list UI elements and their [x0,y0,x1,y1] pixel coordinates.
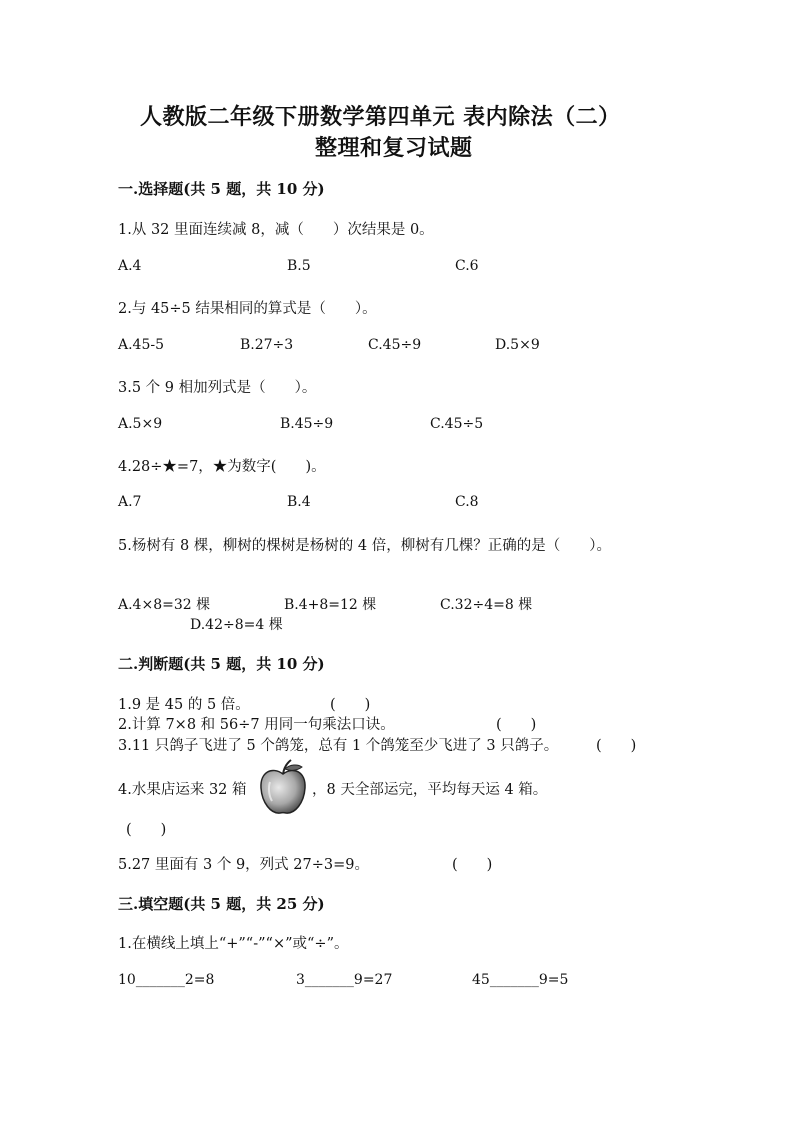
option: B.5 [287,258,311,274]
answer-paren: ( ) [596,738,637,754]
option: A.45-5 [118,337,165,353]
question-text: 3.11 只鸽子飞进了 5 个鸽笼，总有 1 个鸽笼至少飞进了 3 只鸽子。 [118,738,559,754]
question-text: 2.与 45÷5 结果相同的算式是（ ）。 [118,301,377,317]
answer-paren: ( ) [126,822,167,838]
section-heading-choice: 一.选择题(共 5 题，共 10 分) [118,180,325,198]
option: A.4 [118,258,142,274]
option: D.42÷8=4 棵 [190,617,283,633]
option: B.45÷9 [280,416,334,432]
option: B.4+8=12 棵 [284,597,377,613]
fill-blank: 3_______9=27 [296,972,393,988]
section-heading-judge: 二.判断题(共 5 题，共 10 分) [118,655,325,673]
option: C.6 [455,258,479,274]
option: A.7 [118,494,142,510]
question-text: 3.5 个 9 相加列式是（ ）。 [118,380,317,396]
option: C.8 [455,494,479,510]
option: C.45÷5 [430,416,484,432]
question-text: 1.9 是 45 的 5 倍。 [118,697,250,713]
answer-paren: ( ) [452,857,493,873]
section-heading-fill: 三.填空题(共 5 题，共 25 分) [118,895,325,913]
option: B.4 [287,494,311,510]
question-text: 4.28÷★=7，★为数字( )。 [118,459,326,475]
question-text: 1.从 32 里面连续减 8，减（ ）次结果是 0。 [118,222,434,238]
fill-blank: 10_______2=8 [118,972,215,988]
apple-icon [258,758,308,816]
fill-blank: 45_______9=5 [472,972,569,988]
question-text: ，8 天全部运完，平均每天运 4 箱。 [312,782,548,798]
question-text: 2.计算 7×8 和 56÷7 用同一句乘法口诀。 [118,717,395,733]
option: C.45÷9 [368,337,422,353]
option: C.32÷4=8 棵 [440,597,533,613]
answer-paren: ( ) [496,717,537,733]
question-text: 5.27 里面有 3 个 9，列式 27÷3=9。 [118,857,369,873]
option: A.4×8=32 棵 [118,597,211,613]
option: D.5×9 [495,337,540,353]
question-text: 5.杨树有 8 棵，柳树的棵树是杨树的 4 倍，柳树有几棵？正确的是（ ）。 [118,538,611,554]
question-text: 4.水果店运来 32 箱 [118,782,247,798]
option: B.27÷3 [240,337,294,353]
page-subtitle: 整理和复习试题 [315,135,473,161]
page-title: 人教版二年级下册数学第四单元 表内除法（二） [140,104,621,130]
question-text: 1.在横线上填上“+”“-”“×”或“÷”。 [118,936,349,952]
option: A.5×9 [118,416,163,432]
answer-paren: ( ) [330,697,371,713]
